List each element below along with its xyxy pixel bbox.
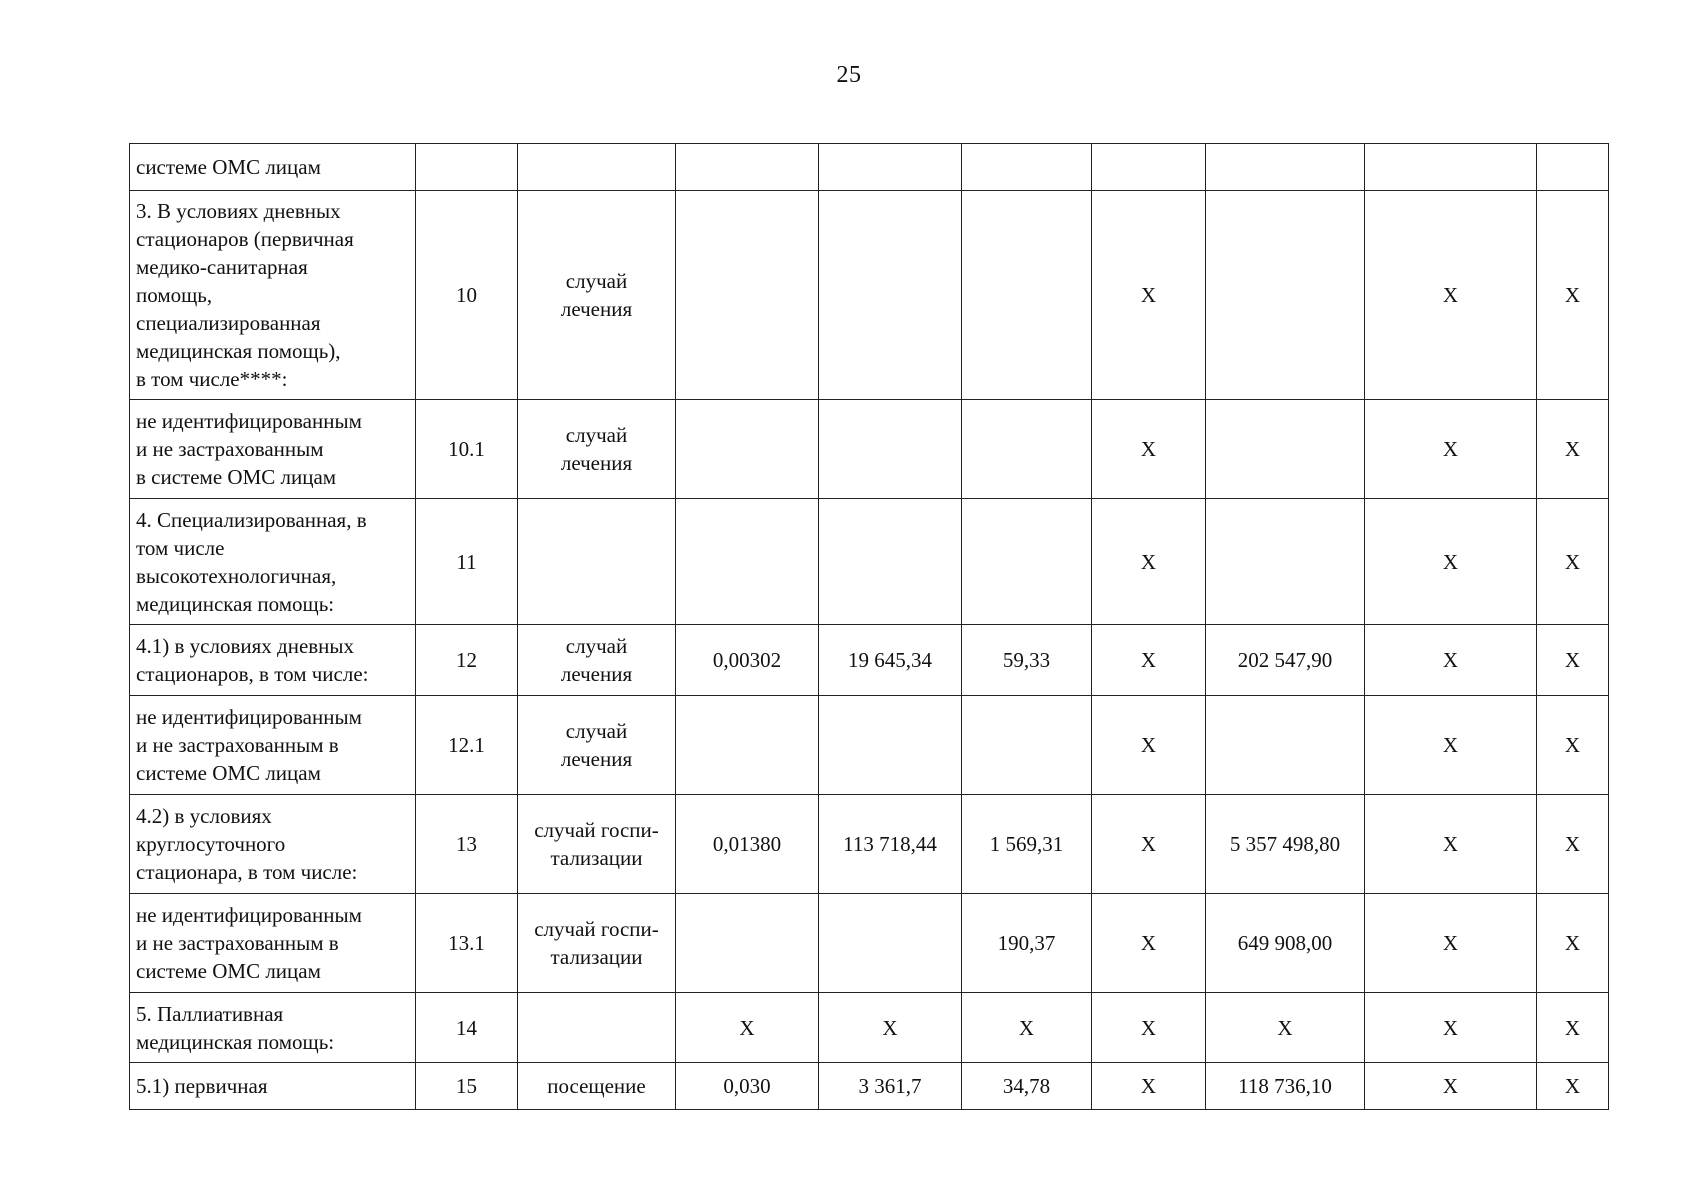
table-cell [962, 696, 1092, 795]
row-line-number: 13.1 [416, 894, 518, 993]
table-cell [1206, 144, 1365, 191]
table-cell [1206, 696, 1365, 795]
table-cell: X [1537, 625, 1609, 696]
table-cell [676, 499, 819, 625]
row-unit [518, 993, 676, 1063]
table-cell: X [676, 993, 819, 1063]
table-cell [819, 696, 962, 795]
table-cell: X [1365, 625, 1537, 696]
table-cell [819, 400, 962, 499]
row-line-number [416, 144, 518, 191]
row-description: 4.2) в условиях круглосуточного стационара, в том числе: [130, 795, 416, 894]
table-cell: X [1092, 499, 1206, 625]
table-cell: X [1365, 993, 1537, 1063]
table-row [130, 191, 1609, 400]
table-cell: 190,37 [962, 894, 1092, 993]
table-cell: 118 736,10 [1206, 1063, 1365, 1110]
row-description: 4.1) в условиях дневных стационаров, в том числе: [130, 625, 416, 696]
row-description: не идентифицированным и не застрахованным в системе ОМС лицам [130, 696, 416, 795]
table-cell [1206, 499, 1365, 625]
table-cell: 5 357 498,80 [1206, 795, 1365, 894]
row-unit [518, 144, 676, 191]
table-cell [962, 400, 1092, 499]
table-cell: X [1092, 993, 1206, 1063]
table-cell: 3 361,7 [819, 1063, 962, 1110]
table-row [130, 625, 1609, 696]
table-cell: X [1537, 894, 1609, 993]
table-cell [1365, 144, 1537, 191]
page-number: 25 [836, 62, 862, 88]
table-cell: X [1537, 400, 1609, 499]
row-unit: случай лечения [518, 191, 676, 400]
row-line-number: 10.1 [416, 400, 518, 499]
table-row [130, 894, 1609, 993]
table-cell: 202 547,90 [1206, 625, 1365, 696]
table-cell: X [1092, 625, 1206, 696]
table-row [130, 1063, 1609, 1110]
table-row [130, 499, 1609, 625]
table-cell: 0,00302 [676, 625, 819, 696]
table-cell: 0,01380 [676, 795, 819, 894]
table-cell: X [1365, 1063, 1537, 1110]
table-cell: X [1537, 499, 1609, 625]
row-unit: случай лечения [518, 625, 676, 696]
row-description: 5.1) первичная [130, 1063, 416, 1110]
table-cell: X [1537, 993, 1609, 1063]
table-cell [819, 144, 962, 191]
table-cell: X [1365, 795, 1537, 894]
table-cell: X [819, 993, 962, 1063]
table-cell: X [1365, 400, 1537, 499]
table-row [130, 993, 1609, 1063]
table-cell: 113 718,44 [819, 795, 962, 894]
table-cell [1537, 144, 1609, 191]
table-cell: 19 645,34 [819, 625, 962, 696]
row-line-number: 15 [416, 1063, 518, 1110]
table-cell: X [1537, 1063, 1609, 1110]
table-cell: 34,78 [962, 1063, 1092, 1110]
table-cell [1206, 191, 1365, 400]
table-cell [676, 191, 819, 400]
row-unit: посещение [518, 1063, 676, 1110]
table-cell: 0,030 [676, 1063, 819, 1110]
row-description: не идентифицированным и не застрахованным в системе ОМС лицам [130, 400, 416, 499]
table-cell: 1 569,31 [962, 795, 1092, 894]
row-line-number: 10 [416, 191, 518, 400]
row-line-number: 12.1 [416, 696, 518, 795]
table-cell: X [1092, 894, 1206, 993]
table-row [130, 696, 1609, 795]
row-description: системе ОМС лицам [130, 144, 416, 191]
row-unit: случай госпи- тализации [518, 894, 676, 993]
table-cell [676, 400, 819, 499]
table-cell [676, 144, 819, 191]
row-line-number: 13 [416, 795, 518, 894]
table-cell: X [1092, 400, 1206, 499]
table-cell [1092, 144, 1206, 191]
table-cell [819, 191, 962, 400]
table-cell [676, 894, 819, 993]
table-cell [962, 144, 1092, 191]
table-cell: X [1365, 191, 1537, 400]
table-cell [819, 499, 962, 625]
table-cell: 649 908,00 [1206, 894, 1365, 993]
data-table [129, 143, 1609, 1110]
row-unit: случай лечения [518, 696, 676, 795]
table-cell: X [962, 993, 1092, 1063]
table-cell: X [1206, 993, 1365, 1063]
table-cell [1206, 400, 1365, 499]
table-cell [676, 696, 819, 795]
table-cell: X [1365, 696, 1537, 795]
row-description: 3. В условиях дневных стационаров (первичная медико-санитарная помощь, специализированная медицинская помощь), в том числе****: [130, 191, 416, 400]
table-cell: X [1537, 696, 1609, 795]
table-cell: 59,33 [962, 625, 1092, 696]
row-description: 4. Специализированная, в том числе высокотехнологичная, медицинская помощь: [130, 499, 416, 625]
row-line-number: 14 [416, 993, 518, 1063]
row-unit: случай лечения [518, 400, 676, 499]
table-cell [962, 191, 1092, 400]
row-unit: случай госпи- тализации [518, 795, 676, 894]
table-cell: X [1365, 499, 1537, 625]
table-row [130, 144, 1609, 191]
table-cell [819, 894, 962, 993]
row-line-number: 12 [416, 625, 518, 696]
table-cell: X [1537, 795, 1609, 894]
row-description: 5. Паллиативная медицинская помощь: [130, 993, 416, 1063]
table-cell: X [1092, 191, 1206, 400]
table-cell: X [1092, 1063, 1206, 1110]
table-cell: X [1092, 696, 1206, 795]
table-cell [962, 499, 1092, 625]
table-cell: X [1365, 894, 1537, 993]
table-row [130, 795, 1609, 894]
row-line-number: 11 [416, 499, 518, 625]
row-unit [518, 499, 676, 625]
table-row [130, 400, 1609, 499]
row-description: не идентифицированным и не застрахованным в системе ОМС лицам [130, 894, 416, 993]
table-cell: X [1092, 795, 1206, 894]
table-cell: X [1537, 191, 1609, 400]
